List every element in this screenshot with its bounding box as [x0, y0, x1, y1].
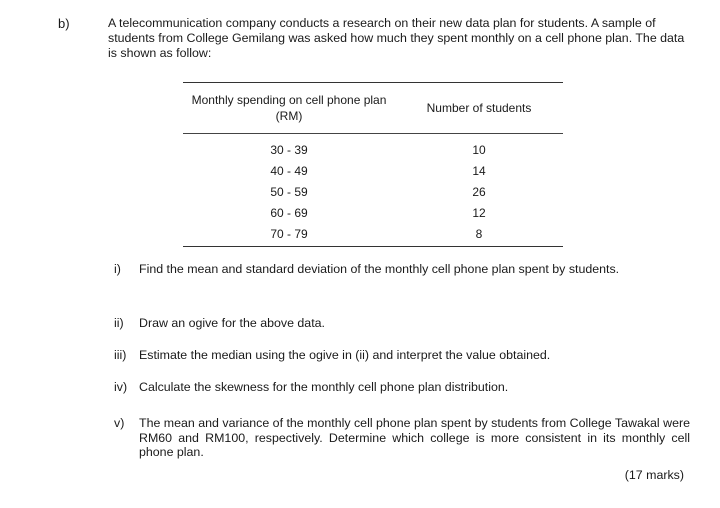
question-item [114, 262, 690, 277]
header-spending: Monthly spending on cell phone plan (RM) [191, 93, 387, 123]
question-number: iii) [114, 348, 127, 362]
data-table [183, 82, 563, 247]
cell-range: 40 - 49 [270, 163, 308, 178]
table-header [183, 83, 563, 134]
question-item [114, 416, 690, 460]
cell-range: 50 - 59 [270, 184, 308, 199]
marks-label: (17 marks) [624, 468, 684, 482]
table-body [183, 134, 563, 246]
header-students: Number of students [426, 101, 532, 115]
cell-range: 70 - 79 [270, 226, 308, 241]
cell-count: 26 [472, 184, 486, 199]
table-row [183, 223, 563, 244]
table-row [183, 139, 563, 160]
question-item [114, 348, 690, 363]
part-label: b) [58, 16, 70, 31]
question-text: Calculate the skewness for the monthly cell phone plan distribution. [139, 380, 509, 394]
question-text: Find the mean and standard deviation of the monthly cell phone plan spent by students. [139, 262, 620, 276]
question-number: iv) [114, 380, 128, 394]
question-item [114, 380, 690, 395]
question-text: The mean and variance of the monthly cell phone plan spent by students from College Tawakal were RM60 and RM100, respectively. Determine which college is more consistent in its monthly cell phone plan. [139, 416, 690, 459]
cell-count: 8 [475, 226, 483, 241]
table-row [183, 160, 563, 181]
question-item [114, 316, 690, 331]
question-number: i) [114, 262, 121, 276]
cell-range: 30 - 39 [270, 142, 308, 157]
question-number: v) [114, 416, 125, 430]
question-number: ii) [114, 316, 124, 330]
cell-range: 60 - 69 [270, 205, 308, 220]
intro-paragraph: A telecommunication company conducts a research on their new data plan for students. A sample of students from College Gemilang was asked how much they spent monthly on a cell phone plan. The data is shown as follow: [108, 16, 685, 60]
table-row [183, 181, 563, 202]
question-text: Draw an ogive for the above data. [139, 316, 325, 330]
cell-count: 10 [472, 142, 486, 157]
table-row [183, 202, 563, 223]
cell-count: 12 [472, 205, 486, 220]
question-text: Estimate the median using the ogive in (ii) and interpret the value obtained. [139, 348, 551, 362]
cell-count: 14 [472, 163, 486, 178]
